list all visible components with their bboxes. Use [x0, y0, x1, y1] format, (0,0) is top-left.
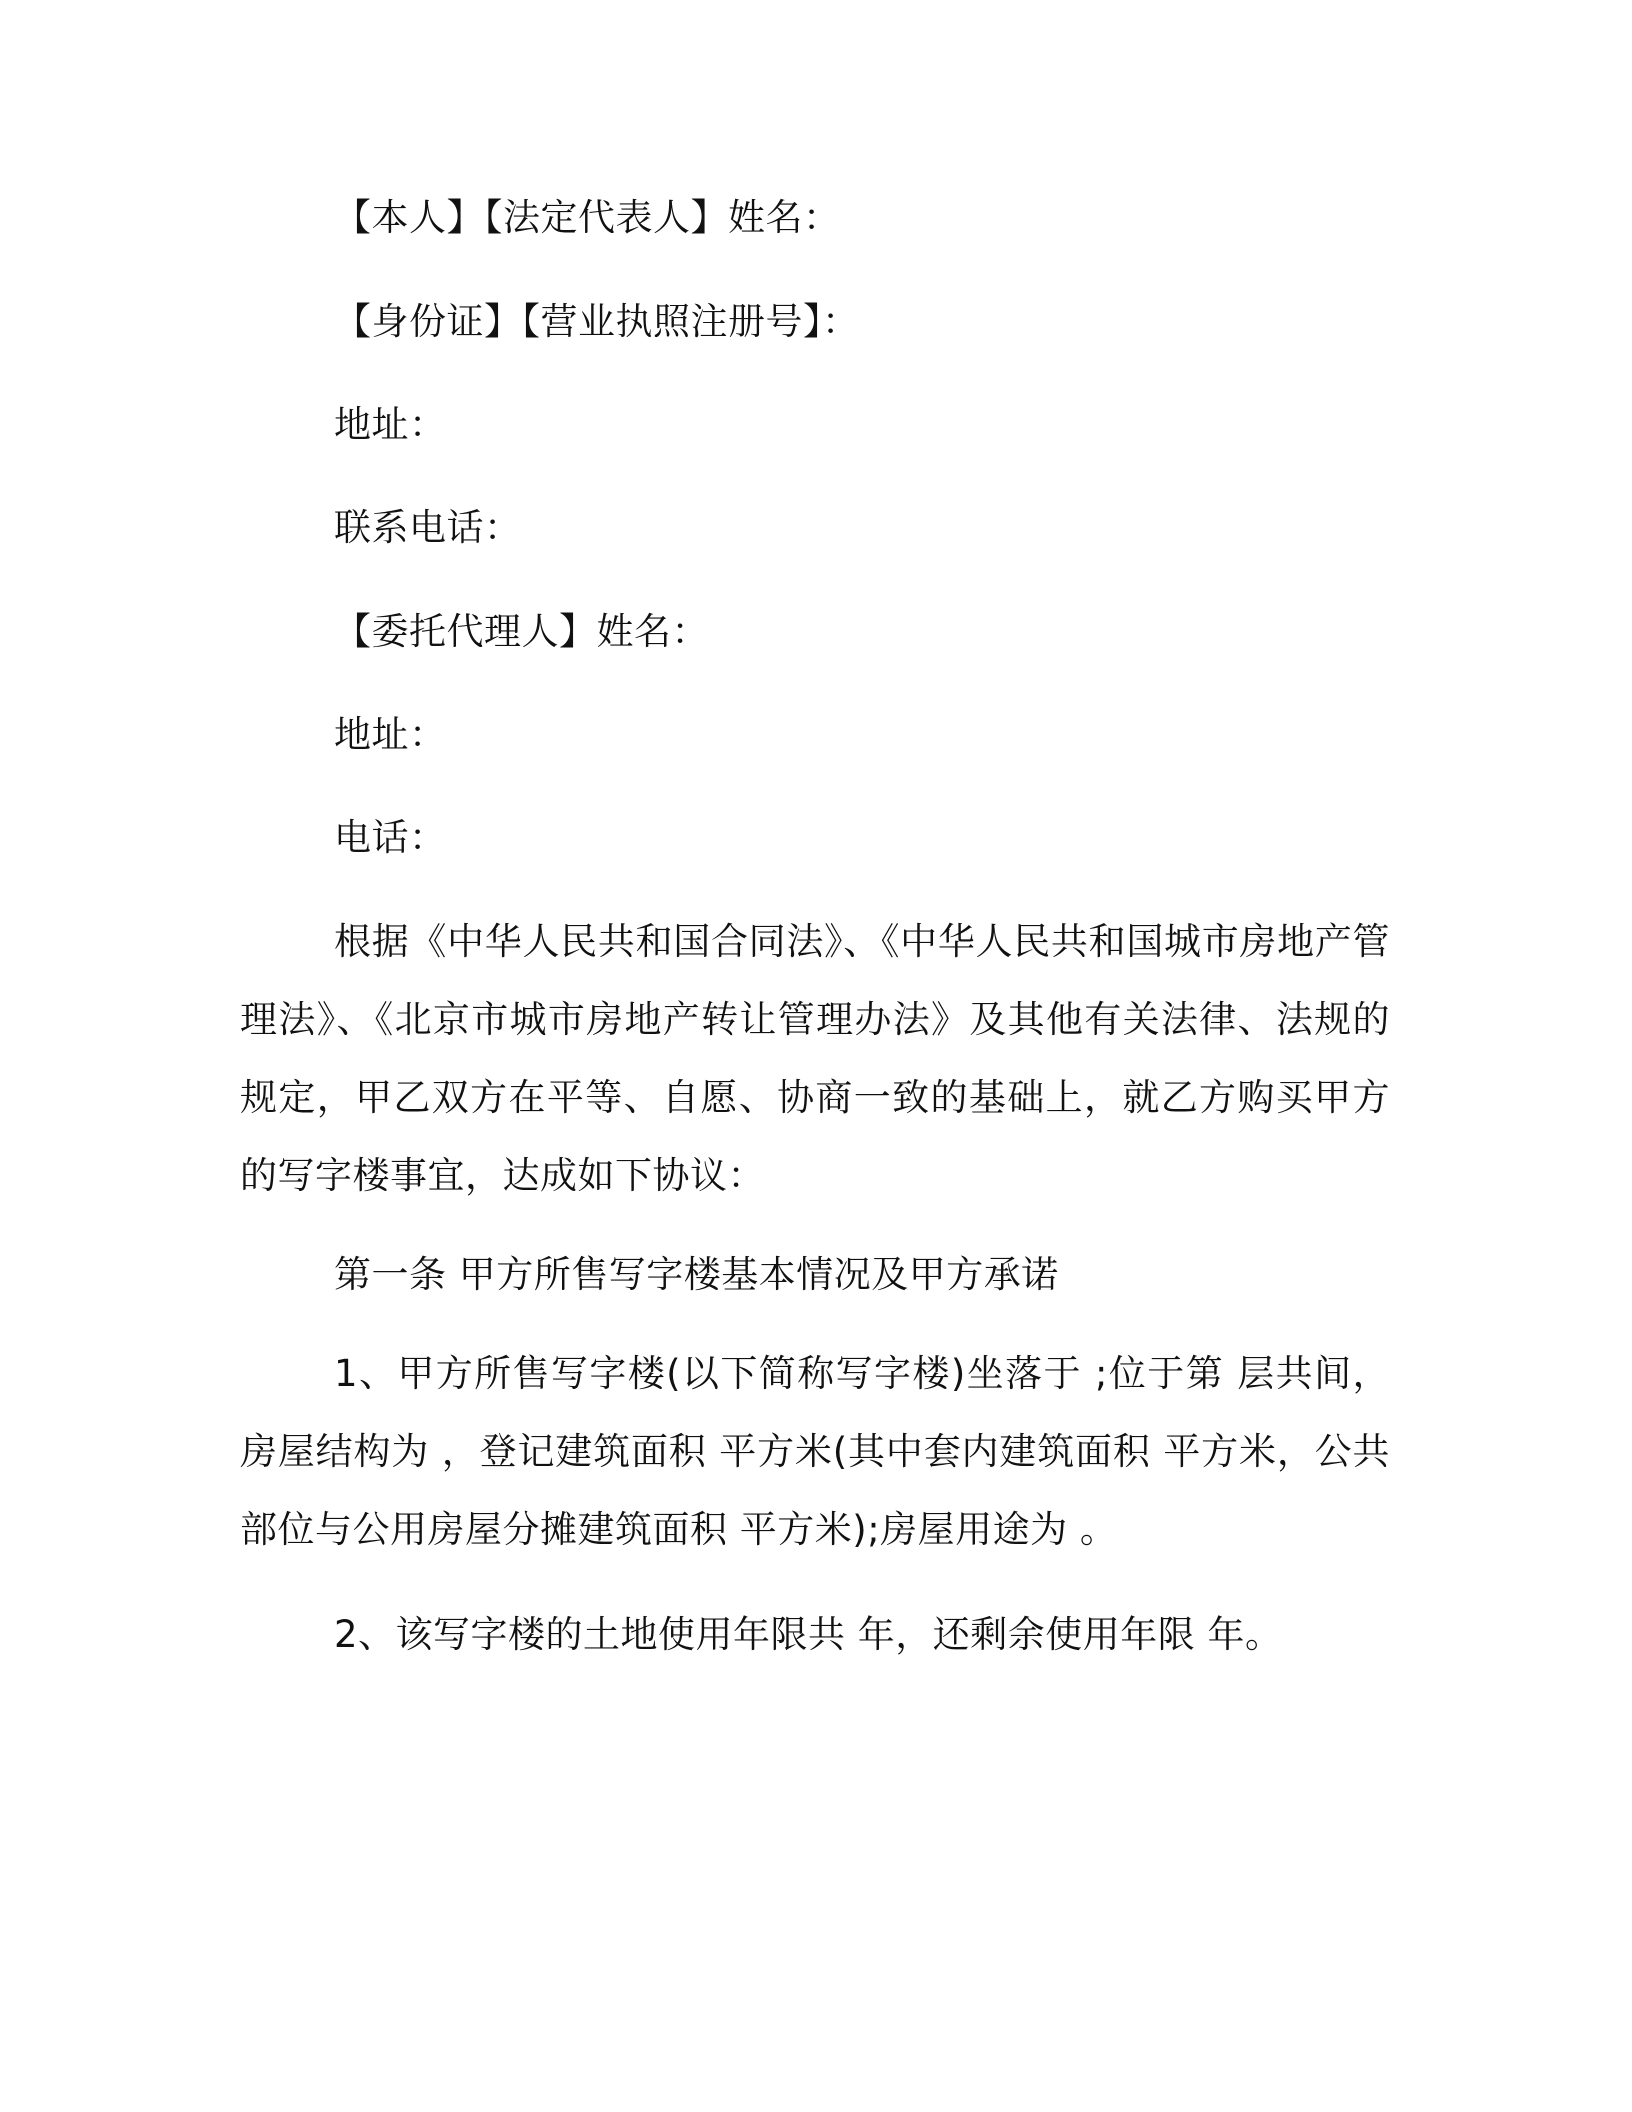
preamble-paragraph: 根据《中华人民共和国合同法》、《中华人民共和国城市房地产管理法》、《北京市城市房地产转让管理办法》及其他有关法律、法规的规定，甲乙双方在平等、自愿、协商一致的基础上，就乙方购买甲方的写字楼事宜，达成如下协议： — [240, 920, 1390, 1197]
principal-phone-line: 联系电话： — [334, 506, 522, 549]
article-1-heading: 第一条 甲方所售写字楼基本情况及甲方承诺 — [334, 1253, 1059, 1296]
id-number-line: 【身份证】【营业执照注册号】： — [334, 300, 860, 343]
principal-address-line: 地址： — [334, 403, 447, 446]
clause-2-paragraph: 2、该写字楼的土地使用年限共 年，还剩余使用年限 年。 — [334, 1613, 1283, 1656]
agent-name-line: 【委托代理人】姓名： — [334, 610, 709, 653]
clause-1-paragraph: 1、甲方所售写字楼(以下简称写字楼)坐落于 ;位于第 层共间，房屋结构为 ，登记建筑面积 平方米(其中套内建筑面积 平方米，公共部位与公用房屋分摊建筑面积 平方米);房屋用途为 。 — [240, 1352, 1390, 1551]
principal-name-line: 【本人】【法定代表人】姓名： — [334, 196, 841, 239]
agent-phone-line: 电话： — [334, 816, 447, 859]
agent-address-line: 地址： — [334, 713, 447, 756]
